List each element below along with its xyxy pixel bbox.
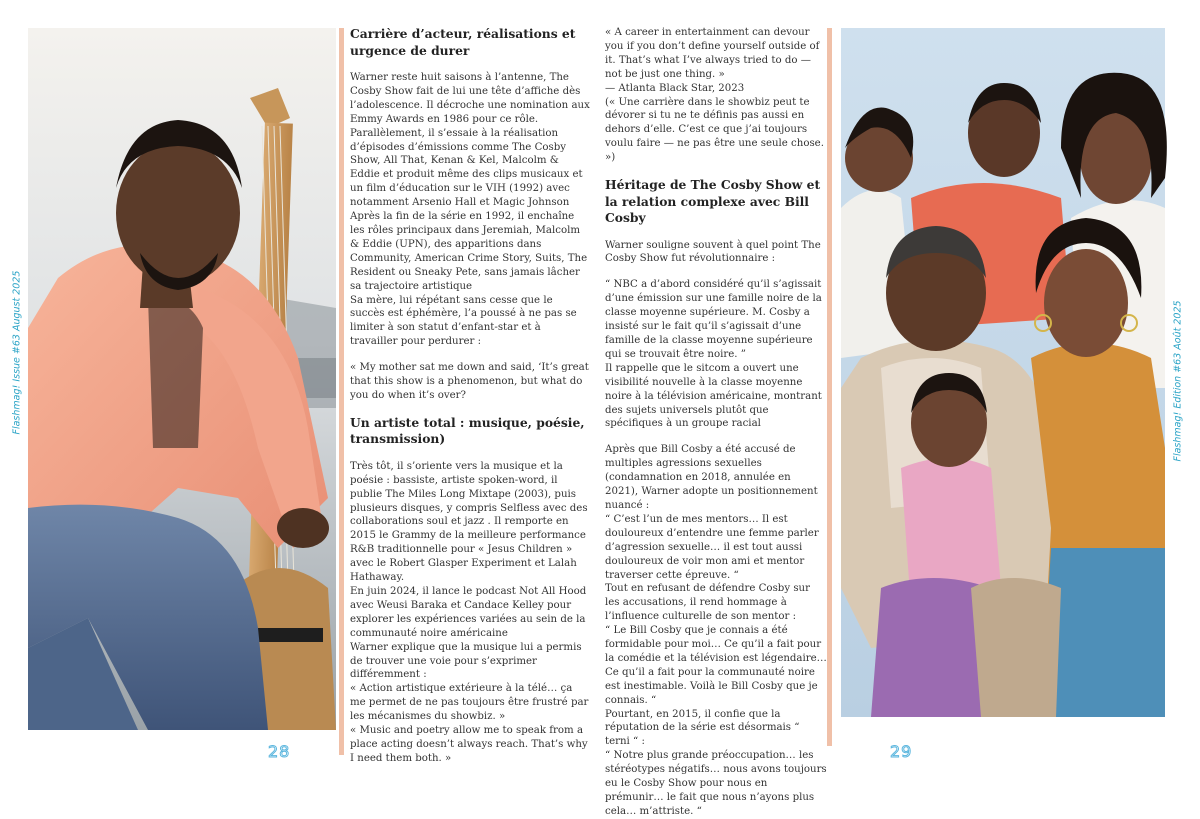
quote-paragraph: « Action artistique extérieure à la télé… ça me permet de ne pas toujours être frustré par les mécanismes du showbiz. »: [350, 683, 589, 723]
paragraph: Warner explique que la musique lui a permis de trouver une voie pour s’exprimer différemment :: [350, 641, 582, 681]
quote-paragraph: “ C’est l’un de mes mentors… Il est douloureux d’entendre une femme parler d’agression sexuelle… il est tout aussi douloureux de voir mon ami et mentor traverser cette épreuve. “: [605, 513, 819, 581]
page-number-left: 28: [268, 742, 291, 761]
quote-source: — Atlanta Black Star, 2023: [605, 82, 745, 94]
page-number-right: 29: [890, 742, 913, 761]
section-heading-artist: Un artiste total : musique, poésie, transmission): [350, 414, 585, 447]
paragraph: Warner souligne souvent à quel point The Cosby Show fut révolutionnaire :: [605, 239, 821, 265]
paragraph: Sa mère, lui répétant sans cesse que le succès est éphémère, l’a poussé à ne pas se limiter à son statut d’enfant-star et à travailler pour perdurer :: [350, 294, 577, 348]
quote-paragraph: « Music and poetry allow me to speak from a place acting doesn’t always reach. That’s why I need them both. »: [350, 725, 588, 764]
quote-paragraph: “ NBC a d’abord considéré qu’il s’agissait d’une émission sur une famille noire de la classe moyenne supérieure. M. Cosby a insisté sur le fait qu’il s’agissait d’une famille de la classe moyenne supérieure qui se trouvait être noire. ”: [605, 279, 822, 360]
musician-illustration: [28, 28, 336, 730]
quote-paragraph: “ Notre plus grande préoccupation… les stéréotypes négatifs… nous avons toujours eu le Cosby Show pour nous en prémunir… le fait que nous n’ayons plus cela… m’attriste. “: [605, 750, 827, 817]
paragraph: Après que Bill Cosby a été accusé de multiples agressions sexuelles (condamnation en 2018, annulée en 2021), Warner adopte un positionnement nuancé :: [605, 444, 818, 511]
column-divider-right: [827, 28, 832, 746]
quote-french: (« Une carrière dans le showbiz peut te dévorer si tu ne te définis pas aussi en dehors d’elle. C’est ce que j’ai toujours voulu faire — ne pas être une seule chose. »): [605, 96, 824, 164]
paragraph: Pourtant, en 2015, il confie que la réputation de la série est désormais “ terni “ :: [605, 708, 800, 748]
paragraph: En juin 2024, il lance le podcast Not All Hood avec Weusi Baraka et Candace Kelley pour explorer les expériences variées au sein de la communauté noire américaine: [350, 586, 587, 639]
paragraph: Parallèlement, il s’essaie à la réalisation d’épisodes d’émissions comme The Cosby Show, All That, Kenan & Kel, Malcolm & Eddie et produit même des clips musicaux et un film d’éducation sur le VIH (1992) avec notamment Arsenio Hall et Magic Johnson: [350, 127, 583, 209]
article-column-a: [350, 26, 590, 766]
column-divider-left: [339, 28, 344, 755]
paragraph: Tout en refusant de défendre Cosby sur les accusations, il rend hommage à l’influence culturelle de son mentor :: [605, 583, 810, 623]
paragraph: Il rappelle que le sitcom a ouvert une visibilité nouvelle à la classe moyenne noire à la télévision américaine, montrant des sujets universels plutôt que spécifiques à un groupe racial: [605, 362, 822, 430]
issue-sidebar-right: Flashmag! Edition #63 Août 2025: [1172, 300, 1184, 462]
quote-paragraph: “ Le Bill Cosby que je connais a été formidable pour moi… Ce qu’il a fait pour la comédie et la télévision est légendaire… Ce qu’il a fait pour la communauté noire est inestimable. Voilà le Bill Cosby que je connais. “: [605, 625, 827, 706]
section-heading-legacy: Héritage de The Cosby Show et la relation complexe avec Bill Cosby: [605, 177, 821, 226]
section-heading-career: Carrière d’acteur, réalisations et urgence de durer: [350, 26, 576, 58]
quote-paragraph: « My mother sat me down and said, ‘It’s great that this show is a phenomenon, but what do you do when it’s over?: [350, 362, 589, 401]
family-cast-illustration: [841, 28, 1165, 717]
article-column-b: [605, 26, 827, 819]
paragraph: Après la fin de la série en 1992, il enchaîne les rôles principaux dans Jeremiah, Malcolm & Eddie (UPN), des apparitions dans Community, American Crime Story, Suits, The Resident ou Sneaky Pete, sans jamais lâcher sa trajectoire artistique: [350, 211, 588, 292]
quote-english: « A career in entertainment can devour you if you don’t define yourself outside of it. That’s what I’ve always tried to do — not be just one thing. »: [605, 27, 820, 80]
paragraph: Warner reste huit saisons à l’antenne, The Cosby Show fait de lui une tête d’affiche dès l’adolescence. Il décroche une nomination aux Emmy Awards en 1986 pour ce rôle.: [350, 72, 590, 125]
paragraph: Très tôt, il s’oriente vers la musique et la poésie : bassiste, artiste spoken-word, il publie The Miles Long Mixtape (2003), puis plusieurs disques, y compris Selfless avec des collaborations soul et jazz . Il remporte en 2015 le Grammy de la meilleure performance R&B traditionnelle pour « Jesus Children » avec le Robert Glasper Experiment et Lalah Hathaway.: [350, 460, 588, 584]
issue-sidebar-left: Flashmag! Issue #63 August 2025: [11, 270, 23, 435]
family-cast-photo: [841, 28, 1165, 717]
musician-photo: [28, 28, 336, 730]
